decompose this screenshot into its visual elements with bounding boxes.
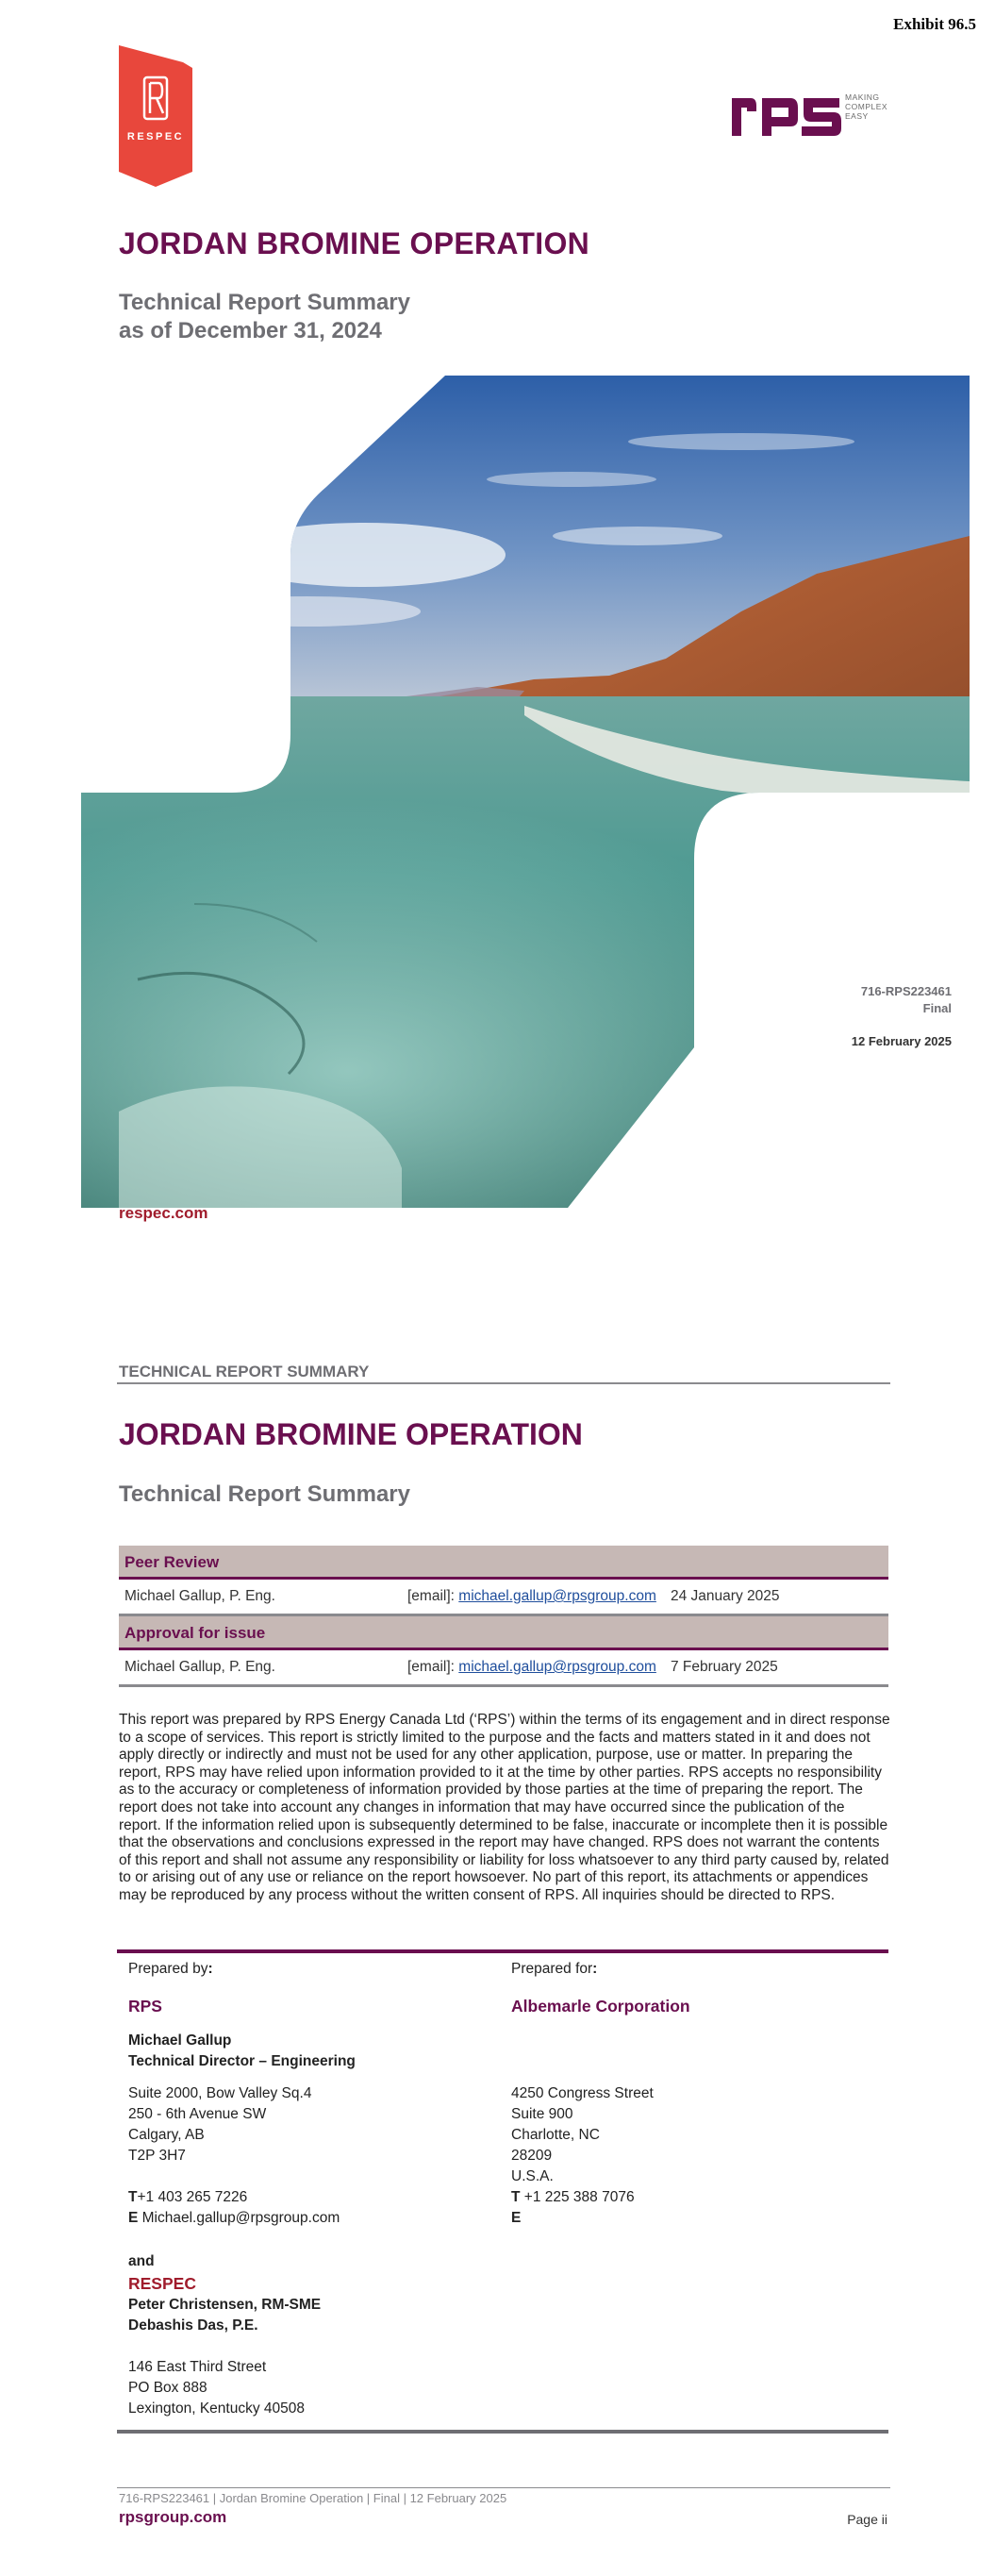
prepared-by-org: RPS xyxy=(128,1997,162,2016)
address-line: Charlotte, NC xyxy=(511,2127,600,2143)
prepared-by-email xyxy=(128,2210,340,2227)
approval-date: 7 February 2025 xyxy=(671,1659,778,1675)
approval-heading: Approval for issue xyxy=(119,1616,888,1650)
rps-tagline xyxy=(845,92,887,121)
cover-status: Final xyxy=(922,1001,952,1015)
prepared-by-person: Michael Gallup xyxy=(128,2032,232,2049)
prepared-by-label xyxy=(128,1961,213,1978)
prepared-by-label-text: Prepared by xyxy=(128,1961,208,1977)
reviewer-email-cell xyxy=(407,1588,656,1605)
address-line: Calgary, AB xyxy=(128,2127,205,2143)
disclaimer-paragraph: This report was prepared by RPS Energy Canada Ltd (‘RPS’) within the terms of its engagement and in direct response to a scope of services. This report is strictly limited to the purpose and the facts and matters stated in it and does not apply directly or indirectly and must not be used for any other application, purpose, use or matter. In preparing the report, RPS may have relied upon information provided to it at the time by other parties. RPS accepts no responsibility as to the accuracy or completeness of information provided by those parties at the time of preparing the report. The report does not take into account any changes in information that may have occurred since the publication of the report. If the information relied upon is subsequently determined to be false, inaccurate or incomplete then it is possible that the observations and conclusions expressed in the report may have changed. RPS does not warrant the contents of this report and shall not assume any responsibility or liability for loss whatsoever to any third party caused by, related to or arising out of any use or reliance on the report howsoever. No part of this report, its attachments or appendices may be reproduced by any process without the written consent of RPS. All inquiries should be directed to RPS. xyxy=(119,1712,890,1903)
person-line: Debashis Das, P.E. xyxy=(128,2317,258,2333)
cover-subtitle-line: as of December 31, 2024 xyxy=(119,318,382,343)
address-line: PO Box 888 xyxy=(128,2380,207,2396)
address-line: 146 East Third Street xyxy=(128,2359,267,2375)
email-prefix: [email]: xyxy=(407,1588,455,1604)
phone-label: T xyxy=(128,2189,138,2205)
cover-subtitle xyxy=(119,289,410,345)
approver-email-link[interactable]: michael.gallup@rpsgroup.com xyxy=(458,1659,656,1675)
prepared-by-org2: RESPEC xyxy=(128,2274,196,2293)
email-prefix: [email]: xyxy=(407,1659,455,1675)
page-number: Page ii xyxy=(847,2512,887,2527)
prepared-by-phone xyxy=(128,2189,247,2206)
footer-url-link[interactable]: rpsgroup.com xyxy=(119,2508,227,2526)
approver-email-cell xyxy=(407,1659,656,1676)
address-line: U.S.A. xyxy=(511,2168,554,2184)
prepared-for-phone xyxy=(511,2189,635,2206)
cover-title: JORDAN BROMINE OPERATION xyxy=(119,226,590,260)
prepared-box xyxy=(117,1949,888,2434)
address-line: 250 - 6th Avenue SW xyxy=(128,2106,267,2122)
phone-number: +1 225 388 7076 xyxy=(520,2189,635,2205)
address-line: Lexington, Kentucky 40508 xyxy=(128,2400,305,2417)
phone-label: T xyxy=(511,2189,521,2205)
approval-row xyxy=(119,1650,888,1687)
cover-subtitle-line: Technical Report Summary xyxy=(119,290,410,315)
address-line: 28209 xyxy=(511,2148,553,2164)
footer-divider xyxy=(117,2487,890,2488)
prepared-for-org: Albemarle Corporation xyxy=(511,1997,690,2016)
prepared-for-email xyxy=(511,2210,521,2227)
peer-review-row xyxy=(119,1580,888,1616)
approver-name: Michael Gallup, P. Eng. xyxy=(124,1659,275,1675)
label-colon: : xyxy=(207,1961,213,1977)
email-address[interactable]: Michael.gallup@rpsgroup.com xyxy=(138,2210,340,2226)
rps-tagline-line: COMPLEX xyxy=(845,102,888,111)
exhibit-label: Exhibit 96.5 xyxy=(893,15,976,33)
address-line: Suite 900 xyxy=(511,2106,573,2122)
footer-text: 716-RPS223461 | Jordan Bromine Operation | Final | 12 February 2025 xyxy=(119,2491,507,2505)
cover-date: 12 February 2025 xyxy=(851,1034,952,1048)
page-title: JORDAN BROMINE OPERATION xyxy=(119,1417,583,1451)
rps-tagline-line: EASY xyxy=(845,111,869,121)
phone-number: +1 403 265 7226 xyxy=(137,2189,248,2205)
prepared-for-label xyxy=(511,1961,597,1978)
address-line: 4250 Congress Street xyxy=(511,2085,654,2101)
section-divider xyxy=(117,1382,890,1384)
page-subtitle: Technical Report Summary xyxy=(119,1481,410,1507)
person-line: Peter Christensen, RM-SME xyxy=(128,2297,322,2313)
respec-logo xyxy=(119,45,192,187)
peer-review-heading: Peer Review xyxy=(119,1546,888,1580)
reviewer-name: Michael Gallup, P. Eng. xyxy=(124,1588,275,1604)
label-colon: : xyxy=(592,1961,598,1977)
and-label: and xyxy=(128,2253,155,2269)
cover-hero-image xyxy=(81,376,970,1208)
section-label: TECHNICAL REPORT SUMMARY xyxy=(119,1363,370,1380)
address-line: Suite 2000, Bow Valley Sq.4 xyxy=(128,2085,312,2101)
review-date: 24 January 2025 xyxy=(671,1588,780,1604)
review-table xyxy=(119,1546,888,1687)
cover-reference xyxy=(861,983,952,1017)
rps-tagline-line: MAKING xyxy=(845,92,880,102)
reviewer-email-link[interactable]: michael.gallup@rpsgroup.com xyxy=(458,1588,656,1604)
prepared-by-role: Technical Director – Engineering xyxy=(128,2053,356,2069)
email-label: E xyxy=(128,2210,139,2226)
email-label: E xyxy=(511,2210,522,2226)
respec-logo-text: RESPEC xyxy=(126,131,185,142)
cover-ref-number: 716-RPS223461 xyxy=(860,984,952,998)
prepared-for-label-text: Prepared for xyxy=(511,1961,593,1977)
address-line: T2P 3H7 xyxy=(128,2148,186,2164)
respec-url-link[interactable]: respec.com xyxy=(119,1204,208,1222)
